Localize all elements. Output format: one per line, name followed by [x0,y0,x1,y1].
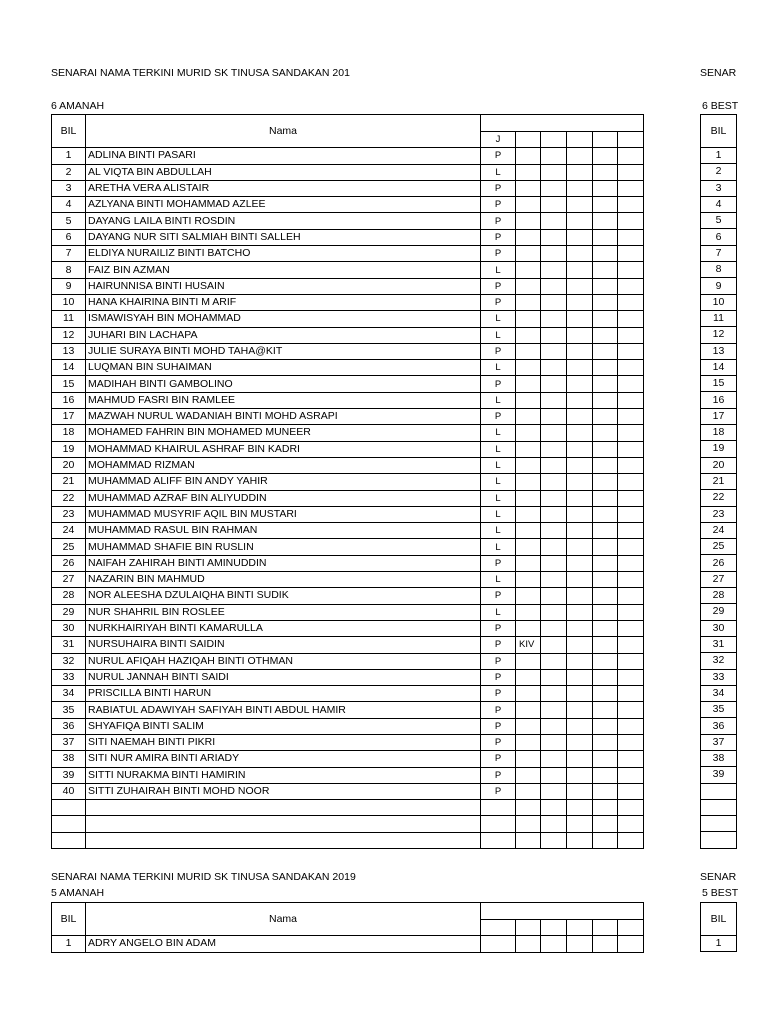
row-number: 22 [52,490,86,506]
row-number: 35 [52,702,86,718]
table-row [52,474,644,490]
student-name: HANA KHAIRINA BINTI M ARIF [86,294,481,310]
table-row [52,311,644,327]
row-number: 31 [52,637,86,653]
table-row [52,523,644,539]
right-bil-header: BIL [701,115,737,148]
note [516,555,541,571]
row-number: 19 [52,441,86,457]
gender: P [481,148,516,164]
empty-row [52,816,644,832]
table-row [52,751,644,767]
table-row [52,653,644,669]
section1-title: SENARAI NAMA TERKINI MURID SK TINUSA SANDAKAN 201 [51,67,350,79]
note [516,409,541,425]
row-number: 17 [52,409,86,425]
row-number: 20 [52,457,86,473]
note [516,294,541,310]
right-row-number: 17 [701,408,737,424]
note [516,751,541,767]
row-number: 26 [52,555,86,571]
row-number: 10 [52,294,86,310]
section1-table [51,114,644,849]
table-row [52,441,644,457]
student-name: NURSUHAIRA BINTI SAIDIN [86,637,481,653]
row-number: 12 [52,327,86,343]
note [516,327,541,343]
student-name: AL VIQTA BIN ABDULLAH [86,164,481,180]
student-name: FAIZ BIN AZMAN [86,262,481,278]
note [516,702,541,718]
right-row-number: 18 [701,425,737,441]
table-row [52,376,644,392]
empty-row [52,800,644,816]
note [516,718,541,734]
row-number: 16 [52,392,86,408]
table-row [52,702,644,718]
gender: P [481,246,516,262]
gender: L [481,360,516,376]
note [516,523,541,539]
right-row-number: 28 [701,588,737,604]
row-number: 18 [52,425,86,441]
table-row [52,572,644,588]
table-row [52,539,644,555]
row-number: 4 [52,197,86,213]
table-row [52,278,644,294]
note [516,229,541,245]
gender: L [481,425,516,441]
student-name: MAZWAH NURUL WADANIAH BINTI MOHD ASRAPI [86,409,481,425]
gender: L [481,490,516,506]
note [516,474,541,490]
gender: P [481,588,516,604]
student-name: NAZARIN BIN MAHMUD [86,572,481,588]
gender: P [481,718,516,734]
table-row [52,783,644,799]
right-row-number: 2 [701,164,737,180]
note [516,588,541,604]
note [516,457,541,473]
student-name: MUHAMMAD AZRAF BIN ALIYUDDIN [86,490,481,506]
gender: P [481,767,516,783]
row-number: 36 [52,718,86,734]
gender: P [481,343,516,359]
row-number: 1 [52,148,86,164]
row-number: 23 [52,506,86,522]
student-name: SITTI NURAKMA BINTI HAMIRIN [86,767,481,783]
right-row-number: 1 [701,148,737,164]
note [516,278,541,294]
note [516,343,541,359]
note [516,376,541,392]
gender: P [481,197,516,213]
row-number: 3 [52,180,86,196]
right-row-number: 39 [701,767,737,783]
gender: P [481,278,516,294]
row-number: 24 [52,523,86,539]
student-name: JUHARI BIN LACHAPA [86,327,481,343]
table-row [52,588,644,604]
student-name: NURKHAIRIYAH BINTI KAMARULLA [86,620,481,636]
gender: L [481,327,516,343]
table-row [52,246,644,262]
gender: P [481,637,516,653]
right-row-number: 23 [701,506,737,522]
right-row-number: 14 [701,359,737,375]
gender: P [481,734,516,750]
student-name: SITI NAEMAH BINTI PIKRI [86,734,481,750]
student-name: ARETHA VERA ALISTAIR [86,180,481,196]
section2-right-title: SENAR [700,871,737,883]
right-row-number: 11 [701,310,737,326]
table-row [52,360,644,376]
note [516,246,541,262]
student-name: PRISCILLA BINTI HARUN [86,686,481,702]
right-row-number: 9 [701,278,737,294]
right-row-number: 36 [701,718,737,734]
student-name: NAIFAH ZAHIRAH BINTI AMINUDDIN [86,555,481,571]
gender: L [481,457,516,473]
table-row [52,197,644,213]
right-row-number: 3 [701,180,737,196]
row-number: 11 [52,311,86,327]
student-name: NURUL JANNAH BINTI SAIDI [86,669,481,685]
note [516,539,541,555]
note [516,620,541,636]
gender: P [481,783,516,799]
empty-row [52,832,644,848]
right-row-number: 22 [701,490,737,506]
table-row [52,164,644,180]
right-row-number: 37 [701,734,737,750]
student-name: ADRY ANGELO BIN ADAM [86,936,481,952]
note [516,734,541,750]
student-name: MUHAMMAD MUSYRIF AQIL BIN MUSTARI [86,506,481,522]
right-row-number: 6 [701,229,737,245]
gender: L [481,392,516,408]
table-row [52,936,644,952]
note [516,180,541,196]
gender: P [481,409,516,425]
note [516,262,541,278]
row-number: 38 [52,751,86,767]
section2-class: 5 AMANAH [51,887,105,899]
gender: L [481,604,516,620]
table-row [52,327,644,343]
student-name: NOR ALEESHA DZULAIQHA BINTI SUDIK [86,588,481,604]
row-number: 9 [52,278,86,294]
row-number: 33 [52,669,86,685]
nama-header: Nama [86,115,481,148]
table-row [52,148,644,164]
table-row [52,343,644,359]
table-row [52,637,644,653]
student-name: AZLYANA BINTI MOHAMMAD AZLEE [86,197,481,213]
table-row [52,620,644,636]
row-number: 40 [52,783,86,799]
row-number: 21 [52,474,86,490]
note [516,572,541,588]
row-number: 1 [52,936,86,952]
table-row [52,767,644,783]
note: KIV [516,637,541,653]
row-number: 7 [52,246,86,262]
row-number: 8 [52,262,86,278]
right-bil-header-2: BIL [701,903,737,936]
row-number: 39 [52,767,86,783]
student-name: DAYANG LAILA BINTI ROSDIN [86,213,481,229]
table-row [52,457,644,473]
row-number: 15 [52,376,86,392]
gender: P [481,294,516,310]
section1-class: 6 AMANAH [51,100,105,112]
right-row-number: 1 [701,936,737,952]
row-number: 6 [52,229,86,245]
row-number: 32 [52,653,86,669]
note [516,490,541,506]
right-row-number: 5 [701,213,737,229]
table-row [52,718,644,734]
right-row-number: 7 [701,245,737,261]
note [516,686,541,702]
table-row [52,425,644,441]
section2-title: SENARAI NAMA TERKINI MURID SK TINUSA SANDAKAN 2019 [51,871,356,883]
note [516,441,541,457]
right-row-number: 27 [701,571,737,587]
right-row-number: 10 [701,294,737,310]
right-row-number: 34 [701,685,737,701]
table-row [52,392,644,408]
gender: L [481,474,516,490]
gender: L [481,539,516,555]
table-row [52,213,644,229]
j-header: J [481,132,516,148]
right-row-number: 20 [701,457,737,473]
gender: L [481,572,516,588]
note [516,197,541,213]
note [516,669,541,685]
note [516,425,541,441]
student-name: HAIRUNNISA BINTI HUSAIN [86,278,481,294]
gender: P [481,180,516,196]
table-row [52,294,644,310]
table-row [52,506,644,522]
nama-header-2: Nama [86,903,481,936]
table-row [52,409,644,425]
note [516,604,541,620]
gender: P [481,653,516,669]
row-number: 13 [52,343,86,359]
student-name: MOHAMED FAHRIN BIN MOHAMED MUNEER [86,425,481,441]
student-name: NURUL AFIQAH HAZIQAH BINTI OTHMAN [86,653,481,669]
gender: P [481,620,516,636]
section2-right-table [700,902,737,952]
gender: P [481,669,516,685]
bil-header: BIL [52,115,86,148]
gender: P [481,555,516,571]
table-row [52,686,644,702]
student-name: ISMAWISYAH BIN MOHAMMAD [86,311,481,327]
note [516,767,541,783]
student-name: NUR SHAHRIL BIN ROSLEE [86,604,481,620]
right-row-number: 32 [701,653,737,669]
right-row-number: 16 [701,392,737,408]
right-row-number: 8 [701,262,737,278]
right-row-number: 12 [701,327,737,343]
student-name: ELDIYA NURAILIZ BINTI BATCHO [86,246,481,262]
section1-right-title: SENAR [700,67,737,79]
right-row-number: 33 [701,669,737,685]
row-number: 2 [52,164,86,180]
gender: P [481,686,516,702]
student-name: MUHAMMAD SHAFIE BIN RUSLIN [86,539,481,555]
gender: L [481,523,516,539]
gender: L [481,311,516,327]
student-name: SITTI ZUHAIRAH BINTI MOHD NOOR [86,783,481,799]
student-name: SHYAFIQA BINTI SALIM [86,718,481,734]
row-number: 27 [52,572,86,588]
table-row [52,490,644,506]
right-row-number: 35 [701,702,737,718]
section2-right-class: 5 BEST [702,887,739,899]
right-row-number: 24 [701,522,737,538]
note [516,360,541,376]
right-row-number: 15 [701,376,737,392]
table-row [52,604,644,620]
right-row-number: 25 [701,539,737,555]
student-name: RABIATUL ADAWIYAH SAFIYAH BINTI ABDUL HAMIR [86,702,481,718]
student-name: MUHAMMAD RASUL BIN RAHMAN [86,523,481,539]
row-number: 25 [52,539,86,555]
student-name: ADLINA BINTI PASARI [86,148,481,164]
row-number: 5 [52,213,86,229]
right-row-number: 29 [701,604,737,620]
student-name: MAHMUD FASRI BIN RAMLEE [86,392,481,408]
row-number: 37 [52,734,86,750]
student-name: DAYANG NUR SITI SALMIAH BINTI SALLEH [86,229,481,245]
note [516,164,541,180]
right-row-number: 26 [701,555,737,571]
note [516,653,541,669]
table-row [52,555,644,571]
right-row-number: 31 [701,636,737,652]
note [516,311,541,327]
gender: P [481,702,516,718]
right-row-number: 30 [701,620,737,636]
student-name: JULIE SURAYA BINTI MOHD TAHA@KIT [86,343,481,359]
table-row [52,229,644,245]
gender: L [481,506,516,522]
row-number: 30 [52,620,86,636]
gender: P [481,229,516,245]
table-row [52,262,644,278]
student-name: LUQMAN BIN SUHAIMAN [86,360,481,376]
gender: P [481,376,516,392]
row-number: 28 [52,588,86,604]
row-number: 14 [52,360,86,376]
note [516,148,541,164]
right-row-number: 38 [701,750,737,766]
gender: L [481,262,516,278]
section1-right-table [700,114,737,849]
gender: L [481,164,516,180]
section1-right-class: 6 BEST [702,100,739,112]
row-number: 34 [52,686,86,702]
note [516,213,541,229]
student-name: MOHAMMAD RIZMAN [86,457,481,473]
table-row [52,734,644,750]
gender: P [481,213,516,229]
right-row-number: 4 [701,196,737,212]
table-row [52,669,644,685]
student-name: SITI NUR AMIRA BINTI ARIADY [86,751,481,767]
section2-table [51,902,644,953]
right-row-number: 19 [701,441,737,457]
right-row-number: 13 [701,343,737,359]
student-name: MUHAMMAD ALIFF BIN ANDY YAHIR [86,474,481,490]
row-number: 29 [52,604,86,620]
gender: L [481,441,516,457]
student-name: MADIHAH BINTI GAMBOLINO [86,376,481,392]
bil-header-2: BIL [52,903,86,936]
note [516,392,541,408]
table-row [52,180,644,196]
note [516,783,541,799]
right-row-number: 21 [701,473,737,489]
gender: P [481,751,516,767]
note [516,506,541,522]
student-name: MOHAMMAD KHAIRUL ASHRAF BIN KADRI [86,441,481,457]
